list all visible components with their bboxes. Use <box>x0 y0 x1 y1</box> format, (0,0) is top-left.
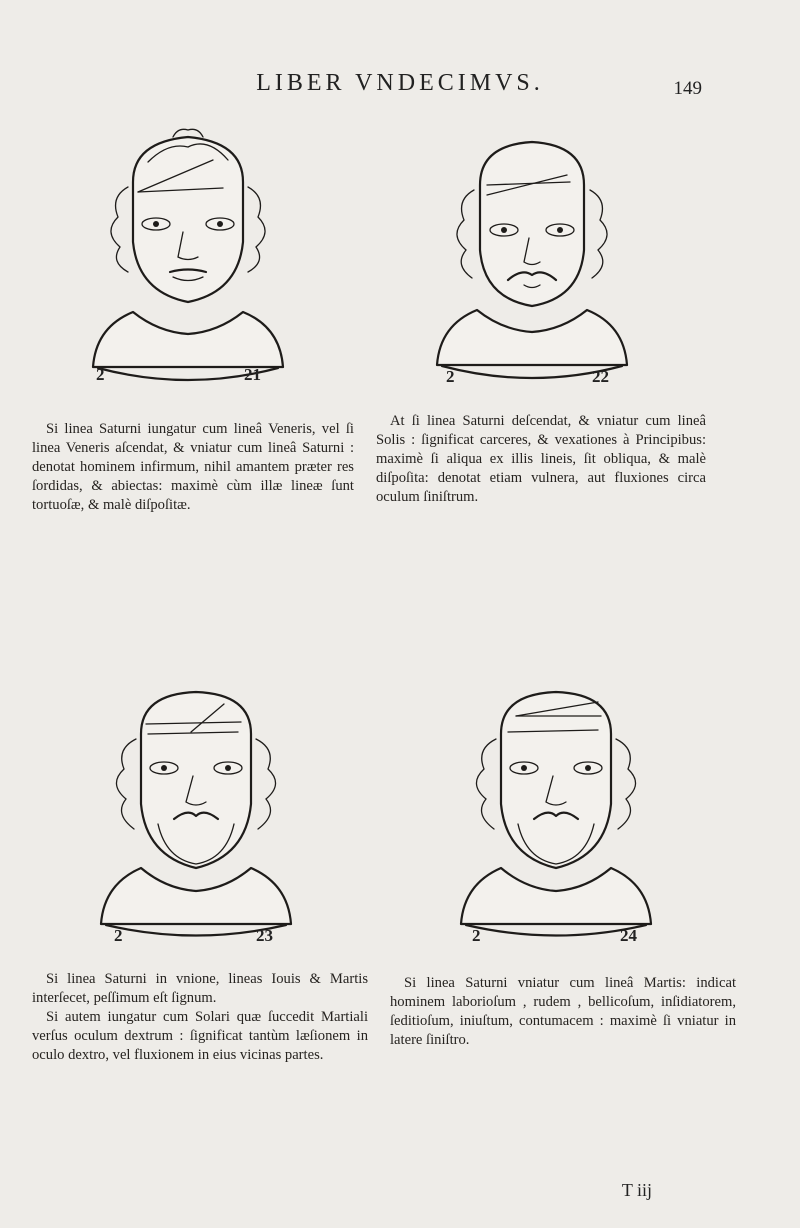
caption-paragraph: Si linea Saturni vniatur cum lineâ Martis: indicat hominem laborioſum , rudem , bellicoſum, inſidiatorem, ſeditioſum, iniuſtum, contumacem : maximè ſi vniatur in latere ſiniſtro. <box>390 975 736 1048</box>
figure-24-left-label: 2 <box>472 926 481 945</box>
face-figure-23 <box>96 684 296 944</box>
figure-22-right-label: 22 <box>592 367 609 386</box>
caption-paragraph: At ſi linea Saturni deſcendat, & vniatur cum lineâ Solis : ſignificat carceres, & vexationes à Principibus: maximè ſi aliqua ex illis lineis, ſit obliqua, & malè diſpoſita: denotat etiam vulnera, aut fluxiones circa oculum ſiniſtrum. <box>376 413 706 505</box>
face-illustration <box>88 122 288 382</box>
figure-24-right-label: 24 <box>620 926 637 945</box>
running-head: LIBER VNDECIMVS. <box>256 70 544 96</box>
figure-21-left-label: 2 <box>96 365 105 384</box>
caption-figure-22 <box>376 412 706 507</box>
caption-figure-23 <box>32 970 368 1065</box>
page-number: 149 <box>673 78 702 99</box>
face-figure-21 <box>88 122 288 382</box>
caption-figure-24 <box>390 974 736 1050</box>
face-illustration <box>456 684 656 944</box>
caption-paragraph: Si linea Saturni iungatur cum lineâ Veneris, vel ſi linea Veneris aſcendat, & vniatur cum lineâ Saturni : denotat hominem infirmum, nihil amantem præter res ſordidas, & abiectas: maximè cùm illæ lineæ ſunt tortuoſæ, & malè diſpoſitæ. <box>32 421 354 513</box>
caption-figure-21 <box>32 420 354 515</box>
figure-23-left-label: 2 <box>114 926 123 945</box>
face-figure-22 <box>432 130 632 390</box>
signature-mark: T iij <box>621 1180 652 1200</box>
figure-21-right-label: 21 <box>244 365 261 384</box>
figure-23-right-label: 23 <box>256 926 273 945</box>
face-illustration <box>96 684 296 944</box>
figure-22-left-label: 2 <box>446 367 455 386</box>
caption-paragraph: Si linea Saturni in vnione, lineas Iouis & Martis interſecet, peſſimum eſt ſignum. <box>32 971 368 1006</box>
face-figure-24 <box>456 684 656 944</box>
caption-paragraph: Si autem iungatur cum Solari quæ ſuccedit Martiali verſus oculum dextrum : ſignificat tantùm læſionem in oculo dextro, vel fluxionem in eius vicinas partes. <box>32 1009 368 1063</box>
face-illustration <box>432 130 632 390</box>
